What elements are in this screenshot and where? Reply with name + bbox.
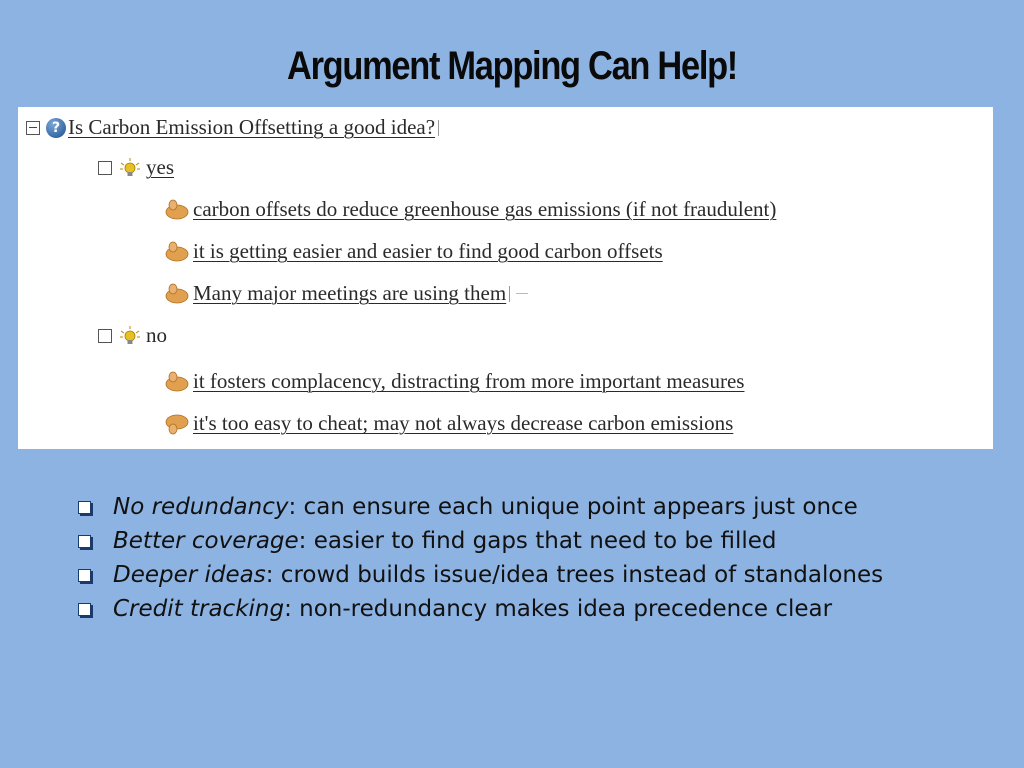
bullet-term: Better coverage [113,528,299,554]
bullet-text: : easier to find gaps that need to be filled [298,528,777,554]
question-icon: ? [46,118,66,138]
map-position-yes[interactable] [98,155,174,180]
bullet-text: : can ensure each unique point appears just once [288,494,858,520]
argument-label[interactable]: it is getting easier and easier to find good carbon offsets [193,239,663,263]
argument-row[interactable] [163,239,663,264]
list-item [78,524,883,558]
position-label[interactable]: no [146,323,167,347]
thumbs-up-icon [163,199,191,221]
checkbox-icon[interactable] [98,161,112,175]
thumbs-up-icon [163,283,191,305]
thumbs-up-icon [163,241,191,263]
map-question[interactable]: Is Carbon Emission Offsetting a good idea? [68,115,436,139]
list-item [78,558,883,592]
bullet-text: : crowd builds issue/idea trees instead of standalones [265,562,884,588]
text-cursor [438,120,439,136]
thumbs-up-icon [163,371,191,393]
lightbulb-icon [118,157,142,179]
argument-row[interactable] [163,197,776,222]
bullet-term: Credit tracking [113,596,285,622]
position-label[interactable]: yes [146,155,174,179]
text-cursor [509,286,510,302]
bullet-term: No redundancy [113,494,289,520]
list-item [78,490,883,524]
checkbox-bullet-icon [78,603,91,616]
thumbs-down-icon [163,413,191,435]
argument-row[interactable] [163,369,744,394]
benefits-list [78,490,883,626]
map-question-row[interactable] [26,115,439,140]
lightbulb-icon [118,325,142,347]
argument-label[interactable]: it fosters complacency, distracting from more important measures [193,369,745,393]
bullet-text: : non-redundancy makes idea precedence clear [284,596,833,622]
checkbox-icon[interactable] [98,329,112,343]
checkbox-bullet-icon [78,569,91,582]
map-position-no[interactable] [98,323,167,348]
checkbox-bullet-icon [78,501,91,514]
divider [516,293,528,294]
bullet-term: Deeper ideas [113,562,266,588]
argument-row[interactable] [163,411,733,436]
argument-label[interactable]: Many major meetings are using them [193,281,507,305]
argument-label[interactable]: carbon offsets do reduce greenhouse gas emissions (if not fraudulent) [193,197,777,221]
list-item [78,592,883,626]
argument-map [18,107,993,449]
slide-title: Argument Mapping Can Help! [287,44,737,88]
collapse-icon[interactable] [26,121,40,135]
argument-label[interactable]: it's too easy to cheat; may not always decrease carbon emissions [193,411,734,435]
checkbox-bullet-icon [78,535,91,548]
argument-row[interactable] [163,281,528,306]
